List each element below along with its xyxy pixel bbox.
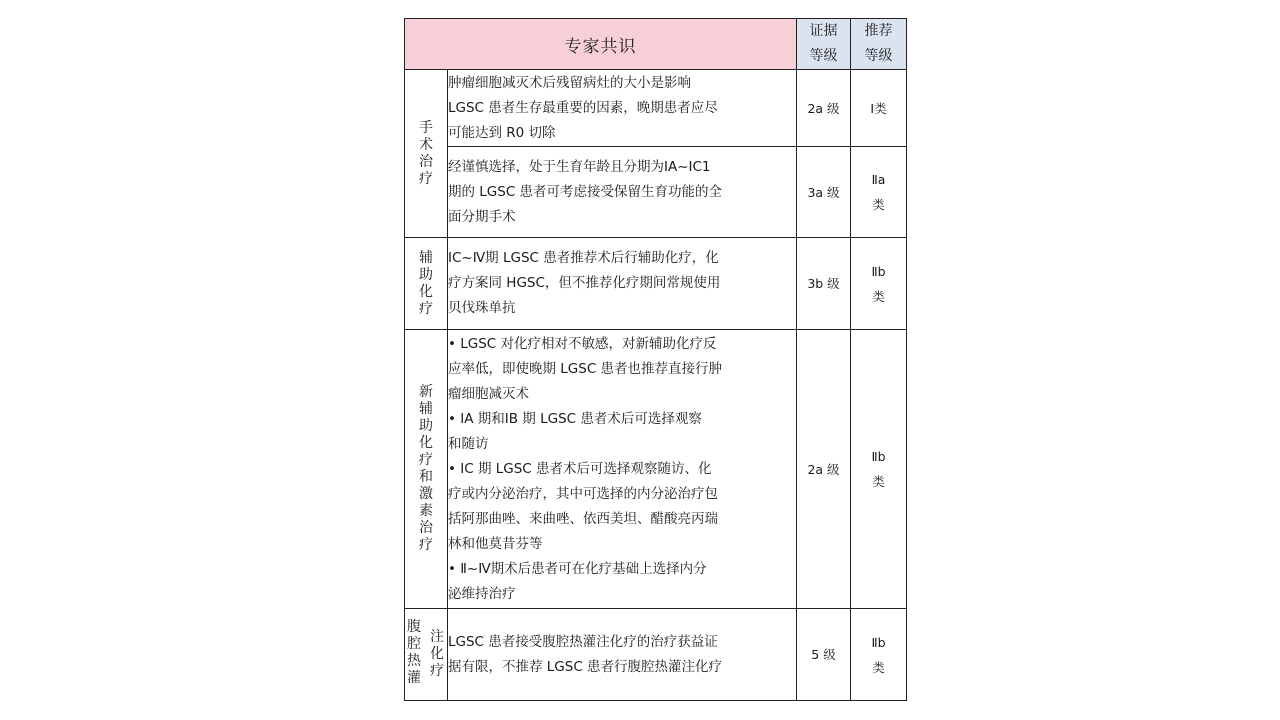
recommend-line: 类 (872, 288, 885, 304)
category-adjuvant-label: 辅助化疗 (419, 249, 433, 317)
recommend-line: Ⅱb (871, 449, 886, 464)
header-evidence-level (797, 19, 851, 70)
header-evidence-line-2: 等级 (809, 48, 838, 64)
recommend-level (851, 147, 907, 238)
text-line: LGSC 患者生存最重要的因素，晚期患者应尽 (448, 99, 718, 116)
category-surgery (405, 70, 448, 238)
table-row (405, 609, 907, 701)
text-line: 据有限，不推荐 LGSC 患者行腹腔热灌注化疗 (448, 658, 723, 675)
text-line: 疗方案同 HGSC，但不推荐化疗期间常规使用 (448, 275, 721, 291)
header-recommend-line-1: 推荐 (864, 23, 893, 39)
text-line: 瘤细胞减灭术 (448, 385, 529, 402)
category-hipec-col1: 腹腔热灌 (407, 618, 421, 686)
table-row (405, 330, 907, 609)
header-row (405, 19, 907, 70)
header-recommend-line-2: 等级 (864, 48, 893, 64)
consensus-table (404, 18, 907, 701)
evidence-level: 3b 级 (797, 238, 851, 330)
text-line: LGSC 患者接受腹腔热灌注化疗的治疗获益证 (448, 633, 718, 650)
text-line: • Ⅱ~Ⅳ期术后患者可在化疗基础上选择内分 (448, 560, 707, 577)
text-line: • ⅠC 期 LGSC 患者术后可选择观察随访、化 (448, 460, 712, 477)
consensus-text (448, 609, 797, 701)
recommend-level (851, 609, 907, 701)
category-hipec (405, 609, 448, 701)
evidence-level: 3a 级 (797, 147, 851, 238)
consensus-text (448, 147, 797, 238)
recommend-line: Ⅱb (871, 263, 886, 279)
text-line: 经谨慎选择，处于生育年龄且分期为ⅠA~ⅠC1 (448, 158, 711, 175)
consensus-text (448, 70, 797, 147)
recommend-line: 类 (872, 197, 885, 212)
text-line: 肿瘤细胞减灭术后残留病灶的大小是影响 (448, 74, 691, 91)
text-line: 可能达到 R0 切除 (448, 124, 556, 141)
text-line: 疗或内分泌治疗，其中可选择的内分泌治疗包 (448, 485, 718, 502)
text-line: 林和他莫昔芬等 (448, 535, 543, 552)
header-recommend-level (851, 19, 907, 70)
text-line: • ⅠA 期和ⅠB 期 LGSC 患者术后可选择观察 (448, 410, 702, 427)
evidence-level: 2a 级 (797, 70, 851, 147)
text-line: ⅠC~Ⅳ期 LGSC 患者推荐术后行辅助化疗，化 (448, 250, 719, 266)
table-row (405, 147, 907, 238)
recommend-line: 类 (872, 474, 885, 489)
text-line: 泌维持治疗 (448, 585, 516, 602)
recommend-line: 类 (872, 659, 885, 675)
table-row (405, 70, 907, 147)
consensus-text (448, 238, 797, 330)
consensus-text (448, 330, 797, 609)
text-line: 应率低，即使晚期 LGSC 患者也推荐直接行肿 (448, 360, 723, 377)
recommend-line: Ⅱa (871, 172, 886, 187)
category-surgery-label: 手术治疗 (419, 119, 433, 187)
text-line: • LGSC 对化疗相对不敏感，对新辅助化疗反 (448, 335, 717, 352)
recommend-line: Ⅰ类 (870, 100, 887, 116)
text-line: 期的 LGSC 患者可考虑接受保留生育功能的全 (448, 183, 723, 200)
text-line: 贝伐珠单抗 (448, 300, 516, 316)
text-line: 括阿那曲唑、来曲唑、依西美坦、醋酸亮丙瑞 (448, 510, 718, 527)
category-neoadjuvant (405, 330, 448, 609)
header-evidence-line-1: 证据 (809, 23, 838, 39)
category-adjuvant (405, 238, 448, 330)
recommend-line: Ⅱb (871, 634, 886, 650)
text-line: 面分期手术 (448, 208, 516, 225)
recommend-level (851, 70, 907, 147)
evidence-level: 2a 级 (797, 330, 851, 609)
evidence-level: 5 级 (797, 609, 851, 701)
category-neoadjuvant-label: 新辅助化疗和激素治疗 (419, 384, 433, 553)
table-row (405, 238, 907, 330)
recommend-level (851, 238, 907, 330)
recommend-level (851, 330, 907, 609)
header-title: 专家共识 (405, 19, 797, 70)
category-hipec-col2: 注化疗 (430, 628, 444, 679)
text-line: 和随访 (448, 435, 489, 452)
